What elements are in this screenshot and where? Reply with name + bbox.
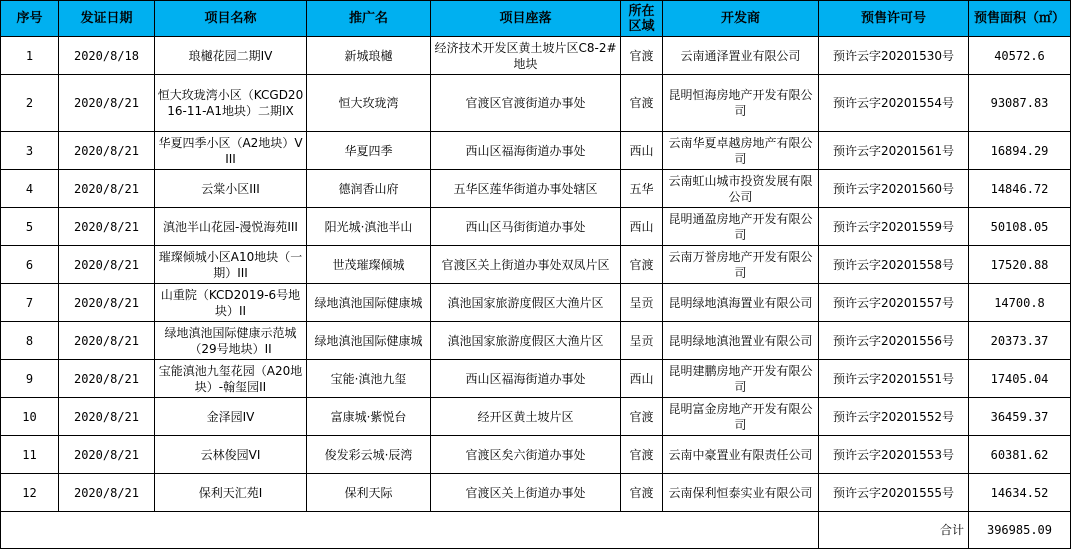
cell-area: 50108.05 [969,208,1071,246]
cell-developer: 云南保利恒泰实业有限公司 [663,474,819,512]
table-row [1,284,1071,322]
table-row [1,75,1071,132]
cell-date: 2020/8/21 [59,208,155,246]
cell-seq: 7 [1,284,59,322]
cell-promo: 绿地滇池国际健康城 [307,284,431,322]
cell-seq: 2 [1,75,59,132]
table-row [1,322,1071,360]
cell-date: 2020/8/21 [59,322,155,360]
cell-promo: 阳光城·滇池半山 [307,208,431,246]
cell-seq: 9 [1,360,59,398]
cell-seq: 5 [1,208,59,246]
cell-area: 17405.04 [969,360,1071,398]
cell-location: 西山区福海街道办事处 [431,360,621,398]
cell-date: 2020/8/21 [59,398,155,436]
cell-developer: 云南华夏卓越房地产有限公司 [663,132,819,170]
cell-permit: 预许云字20201561号 [819,132,969,170]
cell-date: 2020/8/21 [59,474,155,512]
cell-developer: 昆明富金房地产开发有限公司 [663,398,819,436]
cell-location: 官渡区矣六街道办事处 [431,436,621,474]
header-promo: 推广名 [307,1,431,37]
header-permit: 预售许可号 [819,1,969,37]
cell-project: 保利天汇苑I [155,474,307,512]
cell-date: 2020/8/21 [59,132,155,170]
cell-project: 绿地滇池国际健康示范城（29号地块）II [155,322,307,360]
cell-promo: 华夏四季 [307,132,431,170]
header-row [1,1,1071,37]
header-area: 预售面积（㎡） [969,1,1071,37]
cell-area: 60381.62 [969,436,1071,474]
cell-district: 西山 [621,360,663,398]
cell-permit: 预许云字20201559号 [819,208,969,246]
cell-promo: 世茂璀璨倾城 [307,246,431,284]
cell-project: 宝能滇池九玺花园（A20地块）-翰玺园II [155,360,307,398]
cell-location: 西山区马街街道办事处 [431,208,621,246]
cell-district: 五华 [621,170,663,208]
cell-permit: 预许云字20201558号 [819,246,969,284]
cell-permit: 预许云字20201555号 [819,474,969,512]
cell-seq: 10 [1,398,59,436]
cell-area: 36459.37 [969,398,1071,436]
cell-date: 2020/8/21 [59,284,155,322]
cell-seq: 3 [1,132,59,170]
cell-area: 17520.88 [969,246,1071,284]
cell-promo: 绿地滇池国际健康城 [307,322,431,360]
total-row [1,512,1071,549]
cell-seq: 12 [1,474,59,512]
cell-promo: 富康城·紫悦台 [307,398,431,436]
cell-developer: 昆明建鹏房地产开发有限公司 [663,360,819,398]
cell-developer: 昆明通盈房地产开发有限公司 [663,208,819,246]
cell-date: 2020/8/21 [59,170,155,208]
table-row [1,170,1071,208]
cell-district: 呈贡 [621,284,663,322]
cell-date: 2020/8/21 [59,436,155,474]
cell-area: 20373.37 [969,322,1071,360]
cell-project: 金泽园IV [155,398,307,436]
cell-district: 官渡 [621,474,663,512]
cell-developer: 云南虹山城市投资发展有限公司 [663,170,819,208]
cell-seq: 8 [1,322,59,360]
cell-district: 官渡 [621,398,663,436]
table-row [1,360,1071,398]
cell-permit: 预许云字20201556号 [819,322,969,360]
cell-district: 官渡 [621,246,663,284]
cell-project: 璀璨倾城小区A10地块（一期）III [155,246,307,284]
cell-developer: 昆明绿地滇池置业有限公司 [663,322,819,360]
cell-date: 2020/8/21 [59,360,155,398]
cell-project: 华夏四季小区（A2地块）VIII [155,132,307,170]
cell-project: 云林俊园VI [155,436,307,474]
cell-project: 云棠小区III [155,170,307,208]
cell-location: 西山区福海街道办事处 [431,132,621,170]
cell-location: 五华区莲华街道办事处辖区 [431,170,621,208]
total-value: 396985.09 [969,512,1071,549]
cell-district: 官渡 [621,436,663,474]
cell-location: 官渡区关上街道办事处双凤片区 [431,246,621,284]
cell-promo: 德润香山府 [307,170,431,208]
cell-area: 16894.29 [969,132,1071,170]
cell-permit: 预许云字20201554号 [819,75,969,132]
header-developer: 开发商 [663,1,819,37]
cell-district: 呈贡 [621,322,663,360]
cell-project: 滇池半山花园-漫悦海苑III [155,208,307,246]
cell-district: 官渡 [621,37,663,75]
cell-district: 西山 [621,132,663,170]
cell-permit: 预许云字20201530号 [819,37,969,75]
table-row [1,398,1071,436]
table-row [1,208,1071,246]
table-row [1,132,1071,170]
cell-location: 官渡区关上街道办事处 [431,474,621,512]
cell-developer: 云南中豪置业有限责任公司 [663,436,819,474]
header-seq: 序号 [1,1,59,37]
header-location: 项目座落 [431,1,621,37]
cell-developer: 云南万誉房地产开发有限公司 [663,246,819,284]
cell-project: 恒大玫珑湾小区（KCGD2016-11-A1地块）二期IX [155,75,307,132]
cell-permit: 预许云字20201553号 [819,436,969,474]
header-district: 所在区域 [621,1,663,37]
cell-area: 40572.6 [969,37,1071,75]
cell-seq: 11 [1,436,59,474]
cell-district: 官渡 [621,75,663,132]
cell-promo: 新城琅樾 [307,37,431,75]
header-date: 发证日期 [59,1,155,37]
table-row [1,37,1071,75]
cell-promo: 保利天际 [307,474,431,512]
cell-date: 2020/8/18 [59,37,155,75]
cell-area: 14634.52 [969,474,1071,512]
cell-seq: 6 [1,246,59,284]
cell-promo: 宝能·滇池九玺 [307,360,431,398]
cell-area: 14846.72 [969,170,1071,208]
header-project: 项目名称 [155,1,307,37]
cell-location: 官渡区官渡街道办事处 [431,75,621,132]
cell-date: 2020/8/21 [59,75,155,132]
cell-seq: 4 [1,170,59,208]
cell-date: 2020/8/21 [59,246,155,284]
cell-permit: 预许云字20201557号 [819,284,969,322]
total-spacer [1,512,819,549]
cell-developer: 云南通泽置业有限公司 [663,37,819,75]
cell-area: 14700.8 [969,284,1071,322]
table-row [1,246,1071,284]
cell-location: 经济技术开发区黄土坡片区C8-2#地块 [431,37,621,75]
cell-promo: 俊发彩云城·辰湾 [307,436,431,474]
cell-project: 琅樾花园二期IV [155,37,307,75]
table-row [1,474,1071,512]
cell-permit: 预许云字20201551号 [819,360,969,398]
cell-district: 西山 [621,208,663,246]
cell-developer: 昆明绿地滇海置业有限公司 [663,284,819,322]
cell-location: 滇池国家旅游度假区大渔片区 [431,322,621,360]
cell-permit: 预许云字20201560号 [819,170,969,208]
cell-seq: 1 [1,37,59,75]
total-label: 合计 [819,512,969,549]
cell-location: 经开区黄土坡片区 [431,398,621,436]
cell-promo: 恒大玫珑湾 [307,75,431,132]
cell-location: 滇池国家旅游度假区大渔片区 [431,284,621,322]
cell-developer: 昆明恒海房地产开发有限公司 [663,75,819,132]
table-row [1,436,1071,474]
cell-area: 93087.83 [969,75,1071,132]
cell-permit: 预许云字20201552号 [819,398,969,436]
cell-project: 山重院（KCD2019-6号地块）II [155,284,307,322]
